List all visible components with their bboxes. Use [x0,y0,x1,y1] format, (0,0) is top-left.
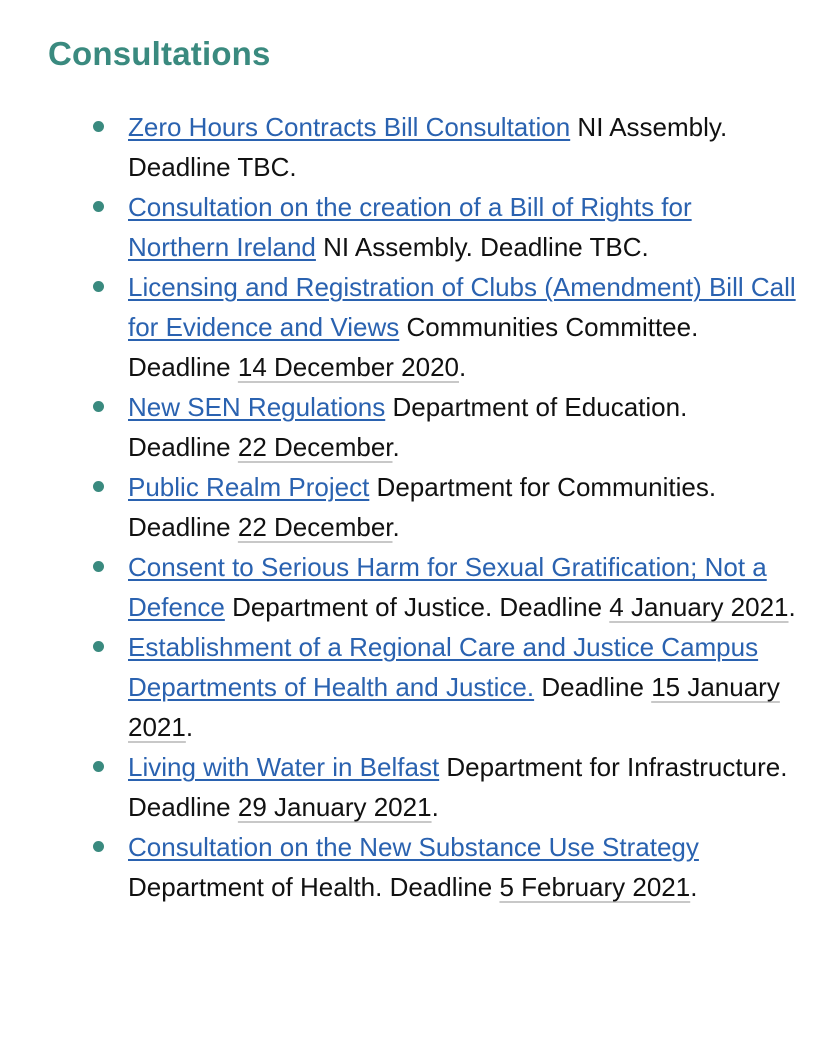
deadline-date: 15 January 2021 [128,672,780,742]
list-item [48,187,797,267]
consultations-list [48,107,797,907]
bullet-icon [93,761,104,772]
bullet-icon [93,561,104,572]
bullet-icon [93,201,104,212]
item-description: Department of Education. Deadline [128,392,688,462]
list-item [48,107,797,187]
item-end: . [392,432,400,462]
consultation-link[interactable]: Consent to Serious Harm for Sexual Gratification; Not a Defence [128,552,767,622]
consultation-link[interactable]: Consultation on the New Substance Use Strategy [128,832,699,862]
item-end: . [431,792,439,822]
list-item [48,467,797,547]
bullet-icon [93,641,104,652]
item-end: . [788,592,796,622]
item-end: . [392,512,400,542]
bullet-icon [93,481,104,492]
bullet-icon [93,281,104,292]
list-item [48,547,797,627]
deadline-date: 22 December [237,432,393,462]
list-item [48,267,797,387]
consultation-link[interactable]: Licensing and Registration of Clubs (Amendment) Bill Call for Evidence and Views [128,272,796,342]
list-item [48,827,797,907]
deadline-date: 14 December 2020 [237,352,459,382]
item-description: Department of Justice. Deadline [224,592,610,622]
consultation-link[interactable]: Zero Hours Contracts Bill Consultation [128,112,571,142]
deadline-date: 4 January 2021 [609,592,789,622]
item-description: Deadline [534,672,652,702]
item-description: Department for Communities. Deadline [128,472,717,542]
list-item [48,747,797,827]
item-description: Department for Infrastructure. Deadline [128,752,788,822]
item-description: Department of Health. Deadline [128,872,500,902]
deadline-date: 22 December [237,512,393,542]
consultation-link[interactable]: Consultation on the creation of a Bill of Rights for Northern Ireland [128,192,692,262]
list-item [48,387,797,467]
item-end: . [185,712,194,742]
bullet-icon [93,841,104,852]
item-description: Communities Committee. Deadline [128,312,699,382]
consultation-link[interactable]: Establishment of a Regional Care and Justice Campus Departments of Health and Justice. [128,632,759,702]
item-description: NI Assembly. Deadline TBC. [315,232,649,262]
deadline-date: 29 January 2021 [237,792,432,822]
consultation-link[interactable]: Public Realm Project [128,472,370,502]
item-description: NI Assembly. Deadline TBC. [128,112,728,182]
consultation-link[interactable]: New SEN Regulations [128,392,386,422]
bullet-icon [93,401,104,412]
item-end: . [690,872,698,902]
page-title: Consultations [48,35,271,72]
bullet-icon [93,121,104,132]
consultation-link[interactable]: Living with Water in Belfast [128,752,440,782]
item-end: . [459,352,467,382]
list-item [48,627,797,747]
deadline-date: 5 February 2021 [499,872,691,902]
